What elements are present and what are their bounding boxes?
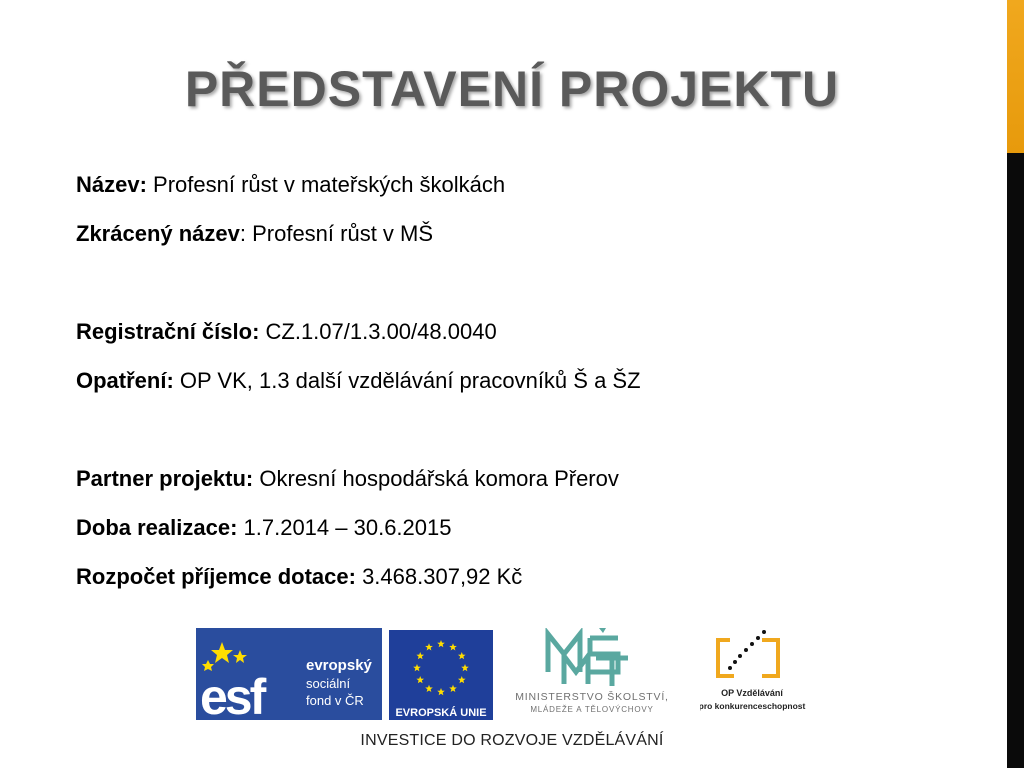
eu-flag-logo <box>389 630 493 720</box>
field-label: Doba realizace: <box>76 515 238 540</box>
field-budget <box>76 564 996 613</box>
field-value: CZ.1.07/1.3.00/48.0040 <box>259 319 497 344</box>
msmt-line2: MLÁDEŽE A TĚLOVÝCHOVY <box>530 705 654 714</box>
field-label: Registrační číslo: <box>76 319 260 344</box>
field-label: Název: <box>76 172 147 197</box>
op-vk-logo <box>700 628 810 720</box>
op-vk-line1: OP Vzdělávání <box>721 688 783 698</box>
field-value: : Profesní růst v MŠ <box>239 221 434 246</box>
field-value: Profesní růst v mateřských školkách <box>146 172 506 197</box>
field-label: Zkrácený název <box>76 221 240 246</box>
esf-mark-text: esf <box>200 669 264 720</box>
footer-slogan: INVESTICE DO ROZVOJE VZDĚLÁVÁNÍ <box>360 732 664 749</box>
field-value: OP VK, 1.3 další vzdělávání pracovníků Š a ŠZ <box>173 368 641 393</box>
slide-title: PŘEDSTAVENÍ PROJEKTU <box>184 61 840 117</box>
msmt-logo <box>500 628 685 718</box>
esf-line1: evropský <box>306 657 372 674</box>
eu-caption: EVROPSKÁ UNIE <box>395 707 487 719</box>
field-partner <box>76 466 996 515</box>
field-registration-number <box>76 319 996 368</box>
esf-logo-mark <box>196 628 382 720</box>
msmt-line1: MINISTERSTVO ŠKOLSTVÍ, <box>515 691 669 703</box>
field-duration <box>76 515 996 564</box>
esf-logo <box>196 628 382 720</box>
op-vk-logo-mark <box>700 628 810 720</box>
eu-flag-icon <box>389 630 493 720</box>
op-vk-line2: pro konkurenceschopnost <box>700 701 806 711</box>
spacer <box>76 417 996 466</box>
spacer <box>76 270 996 319</box>
project-details <box>76 172 996 613</box>
field-value: Okresní hospodářská komora Přerov <box>253 466 619 491</box>
field-value: 1.7.2014 – 30.6.2015 <box>237 515 452 540</box>
field-short-name <box>76 221 996 270</box>
esf-line3: fond v ČR <box>306 693 364 708</box>
field-label: Opatření: <box>76 368 174 393</box>
field-measure <box>76 368 996 417</box>
side-accent-black <box>1007 153 1024 768</box>
field-value: 3.468.307,92 Kč <box>355 564 523 589</box>
field-label: Partner projektu: <box>76 466 254 491</box>
esf-line2: sociální <box>306 676 351 691</box>
field-label: Rozpočet příjemce dotace: <box>76 564 356 589</box>
msmt-logo-mark <box>500 628 685 718</box>
field-name <box>76 172 996 221</box>
